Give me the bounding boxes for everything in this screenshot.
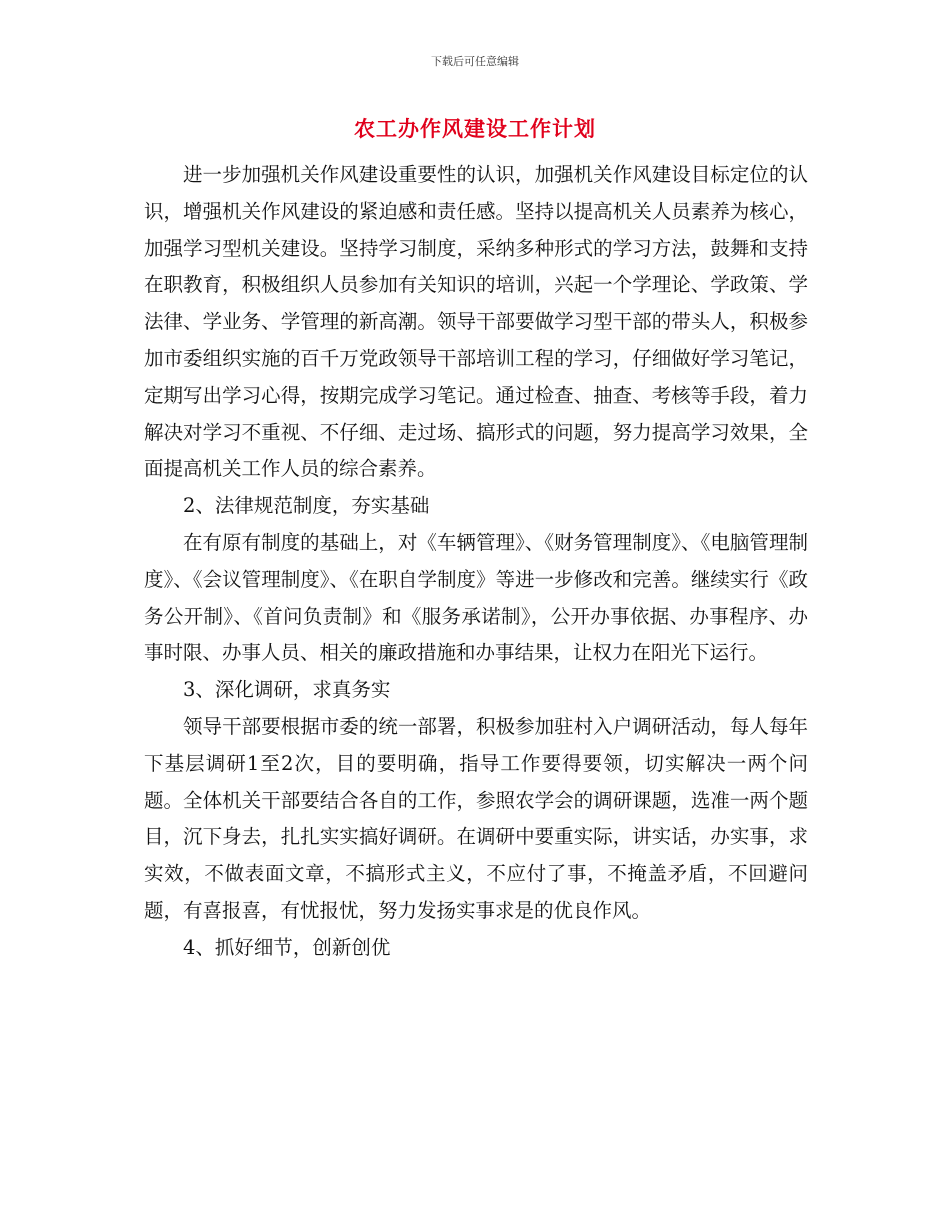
section-heading-2: 2、法律规范制度，夯实基础 <box>183 494 430 518</box>
section-heading-4: 4、抓好细节，创新创优 <box>183 935 391 959</box>
paragraph-regulations: 在有原有制度的基础上，对《车辆管理》、《财务管理制度》、《电脑管理制度》、《会议管理制度》、《在职自学制度》等进一步修改和完善。继续实行《政务公开制》、《首问负责制》和《服务承诺制》，公开办事依据、办事程序、办事时限、办事人员、相关的廉政措施和办事结果，让权力在阳光下运行。 <box>144 530 808 665</box>
document-body <box>144 157 808 967</box>
paragraph-research: 领导干部要根据市委的统一部署，积极参加驻村入户调研活动，每人每年下基层调研1至2次，目的要明确，指导工作要得要领，切实解决一两个问题。全体机关干部要结合各自的工作，参照农学会的调研课题，选准一两个题目，沉下身去，扎扎实实搞好调研。在调研中要重实际，讲实话，办实事，求实效，不做表面文章，不搞形式主义，不应付了事，不掩盖矛盾，不回避问题，有喜报喜，有忧报忧，努力发扬实事求是的优良作风。 <box>144 714 808 922</box>
document-title: 农工办作风建设工作计划 <box>354 117 596 141</box>
paragraph-study: 进一步加强机关作风建设重要性的认识，加强机关作风建设目标定位的认识，增强机关作风建设的紧迫感和责任感。坚持以提高机关人员素养为核心，加强学习型机关建设。坚持学习制度，采纳多种形式的学习方法，鼓舞和支持在职教育，积极组织人员参加有关知识的培训，兴起一个学理论、学政策、学法律、学业务、学管理的新高潮。领导干部要做学习型干部的带头人，积极参加市委组织实施的百千万党政领导干部培训工程的学习，仔细做好学习笔记，定期写出学习心得，按期完成学习笔记。通过检查、抽查、考核等手段，着力解决对学习不重视、不仔细、走过场、搞形式的问题，努力提高学习效果，全面提高机关工作人员的综合素养。 <box>144 163 808 481</box>
section-heading-3: 3、深化调研，求真务实 <box>183 678 391 702</box>
header-note: 下载后可任意编辑 <box>431 55 519 68</box>
